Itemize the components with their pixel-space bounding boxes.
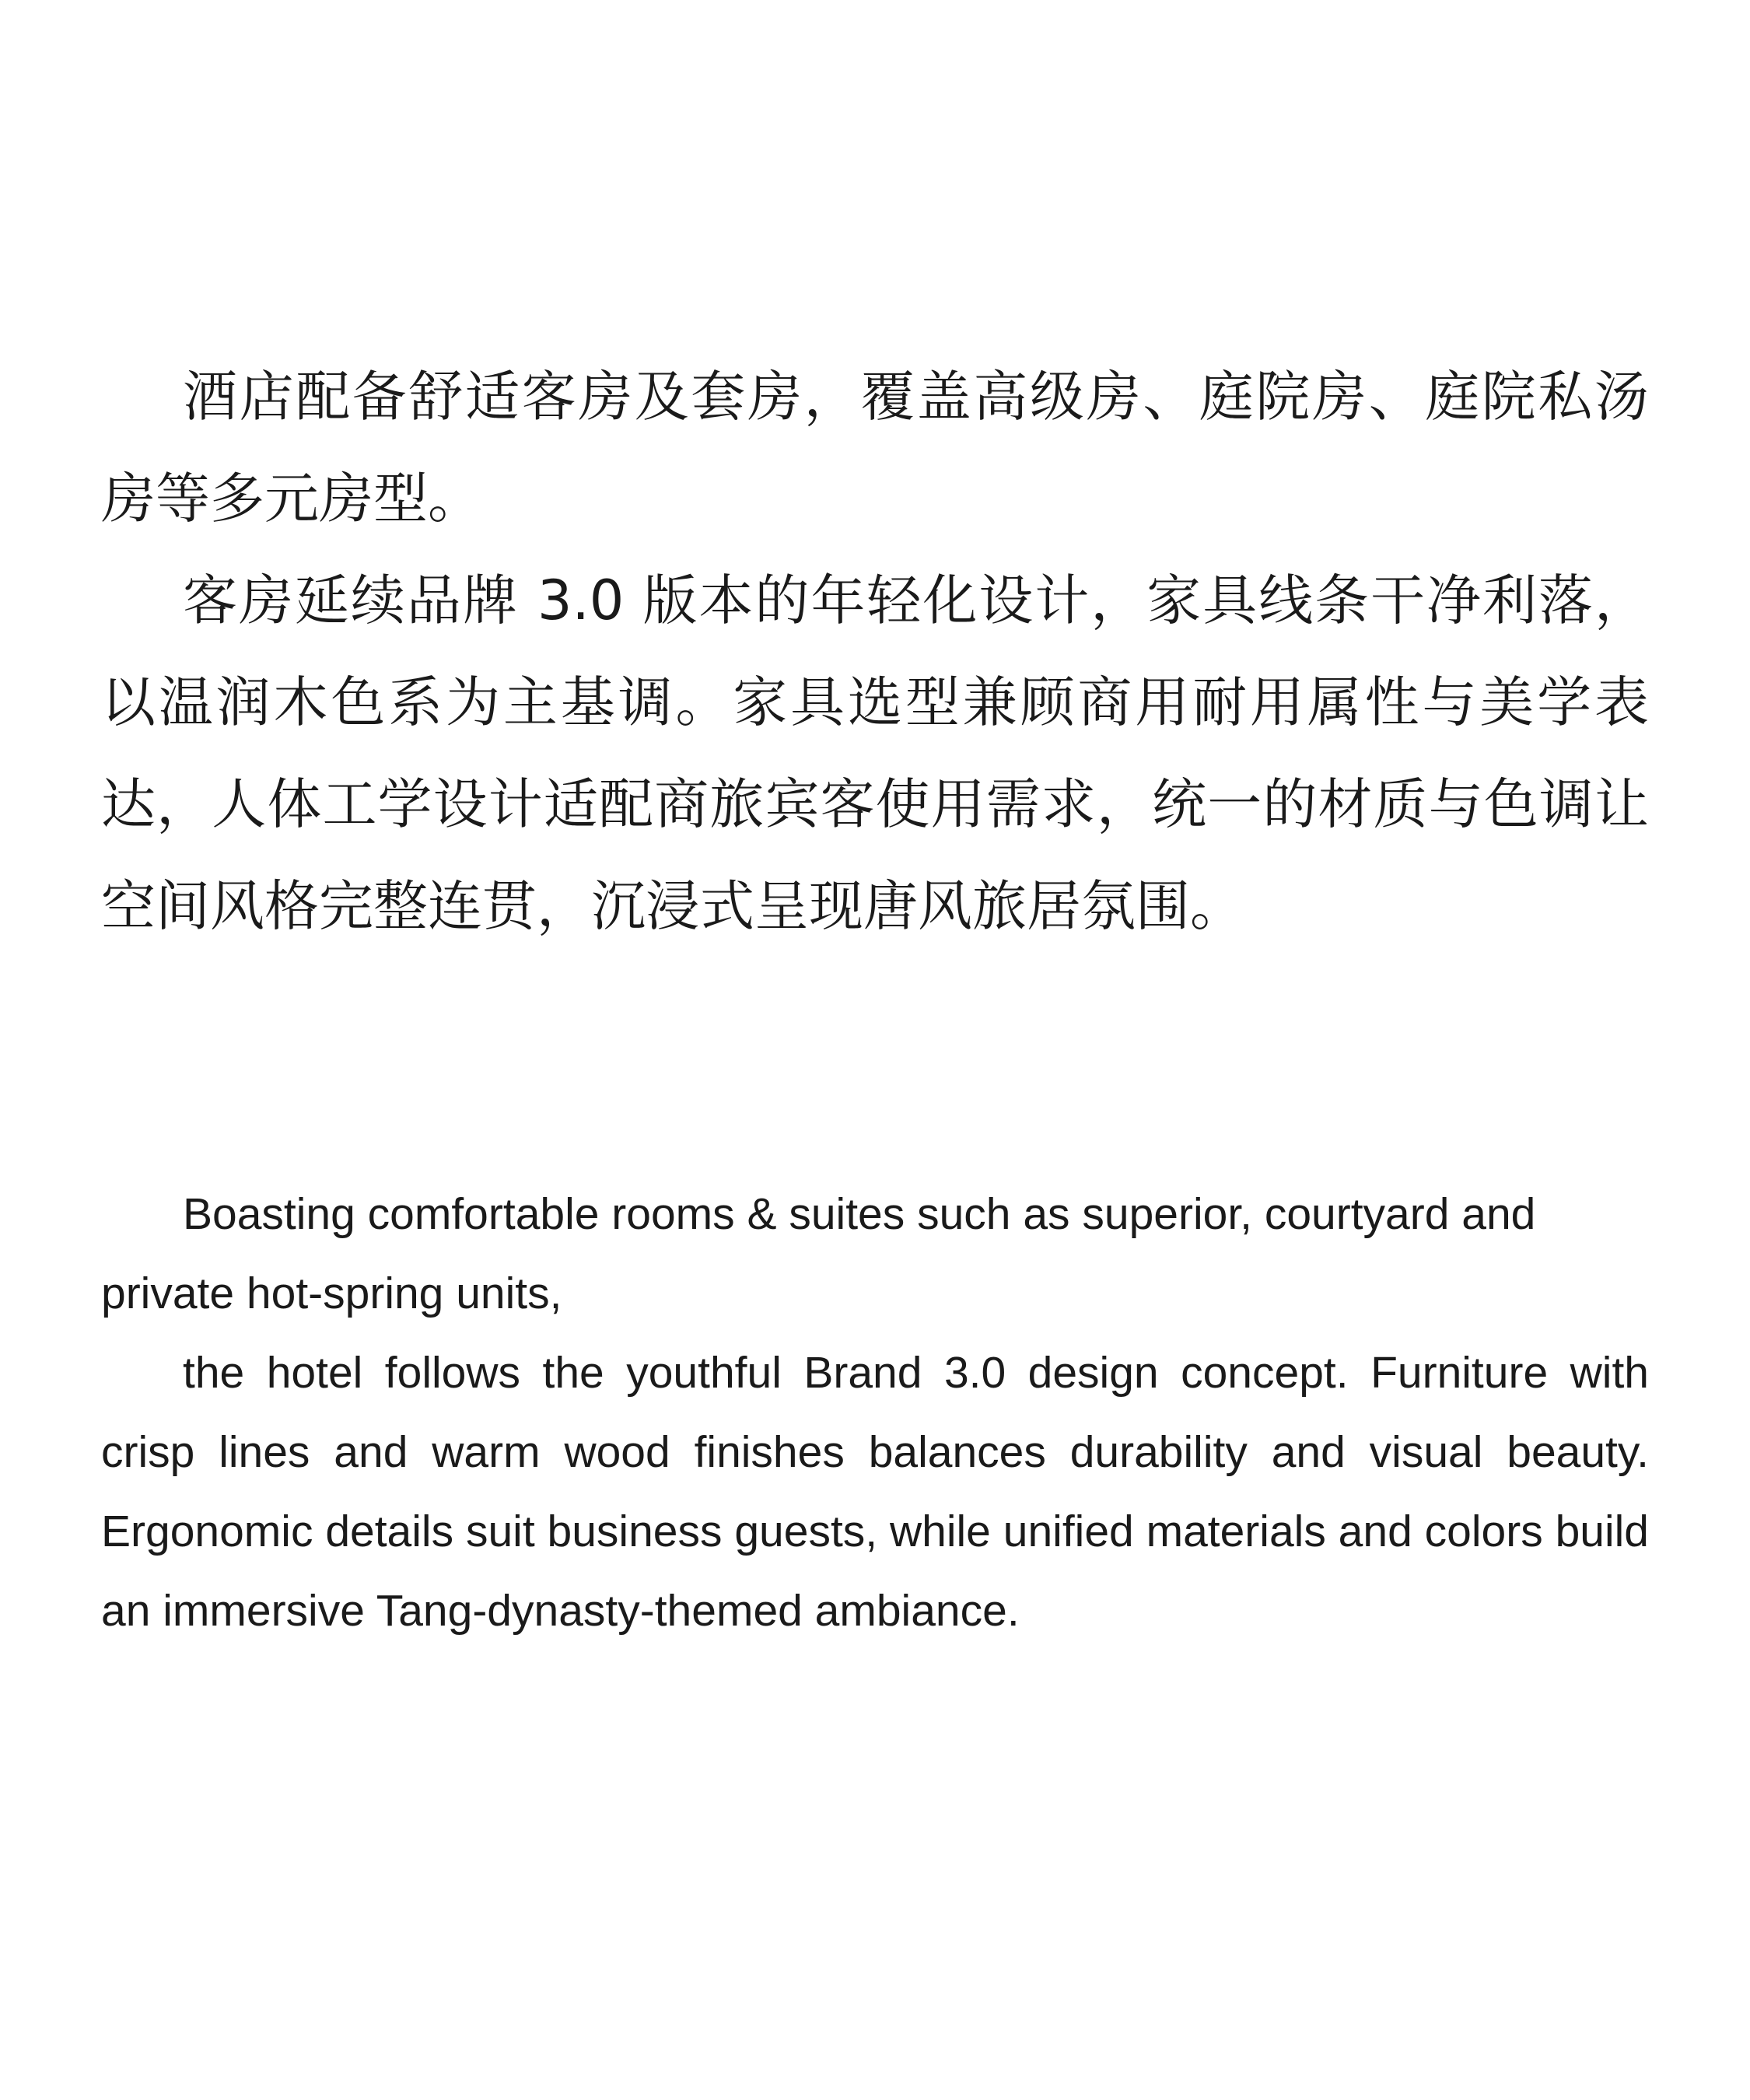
english-description: [101, 1174, 1649, 1650]
english-paragraph-rooms: Boasting comfortable rooms & suites such as superior, courtyard and private hot-spring units,: [101, 1189, 1536, 1318]
chinese-paragraph-design: 客房延续品牌 3.0 版本的年轻化设计，家具线条干净利落，以温润木色系为主基调。家具选型兼顾商用耐用属性与美学表达，人体工学设计适配商旅宾客使用需求，统一的材质与色调让空间风格完整连贯，沉浸式呈现唐风旅居氛围。: [101, 569, 1649, 938]
english-paragraph-design: the hotel follows the youthful Brand 3.0 design concept. Furniture with crisp lines and warm wood finishes balances durability and visual beauty. Ergonomic details suit business guests, while unified materials and colors build an immersive Tang-dynasty-themed ambiance.: [101, 1348, 1649, 1636]
chinese-description: [101, 346, 1649, 957]
chinese-paragraph-rooms: 酒店配备舒适客房及套房，覆盖高级房、庭院房、庭院私汤房等多元房型。: [101, 365, 1649, 530]
